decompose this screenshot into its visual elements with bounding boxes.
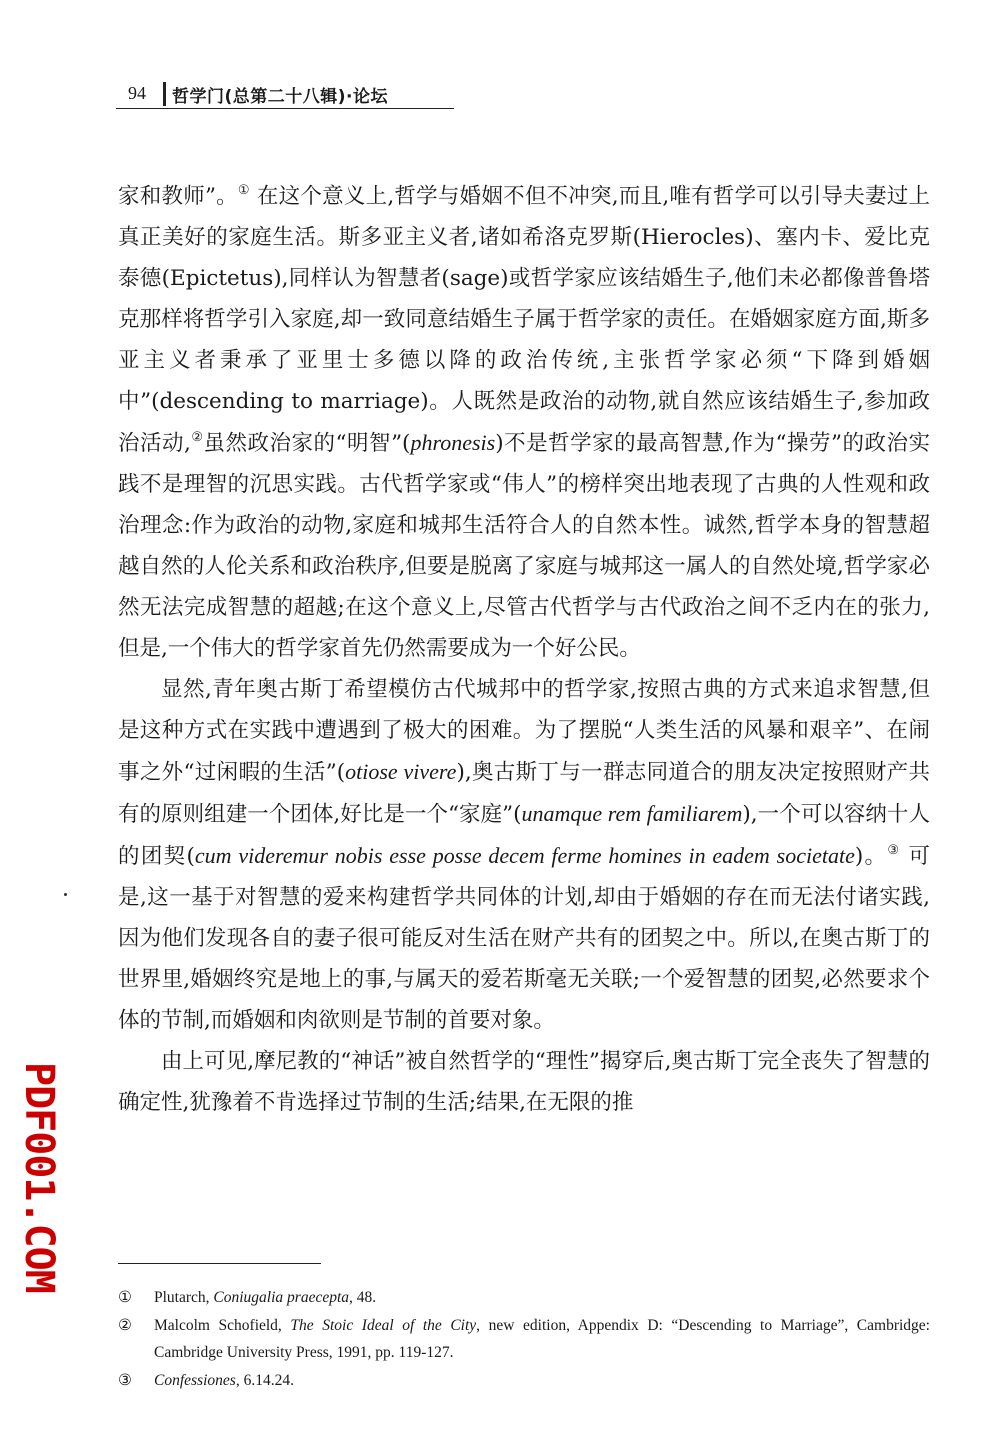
italic-term: unamque rem familiarem: [521, 801, 743, 826]
main-text: [118, 176, 930, 1123]
text-run: ),奥古斯丁与一群志同道合的朋友决定按照财产共有的原则组建一个团体,好比是一个“家庭”(: [118, 760, 931, 827]
footnote-text: Malcolm Schofield,: [154, 1316, 291, 1334]
footnote-ref-1[interactable]: ①: [237, 183, 250, 198]
italic-term: phronesis: [410, 430, 496, 455]
header-separator: [163, 82, 166, 106]
footnote-mark: ③: [118, 1371, 132, 1389]
scan-speck: [64, 893, 67, 896]
watermark-text: PDF001.COM: [16, 1062, 62, 1293]
paragraph-2: [118, 669, 930, 1041]
text-run: 在这个意义上,哲学与婚姻不但不冲突,而且,唯有哲学可以引导夫妻过上真正美好的家庭生活。斯多亚主义者,诸如希洛克罗斯(Hierocles)、塞内卡、爱比克泰德(Epictetus),同样认为智慧者(sage)或哲学家应该结婚生子,他们未必都像普鲁塔克那样将哲学引入家庭,却一致同意结婚生子属于哲学家的责任。在婚姻家庭方面,斯多亚主义者秉承了亚里士多德以降的政治传统,主张哲学家必须“下降到婚姻中”(descending to marriage)。人既然是政治的动物,就自然应该结婚生子,参加政治活动,: [118, 184, 931, 456]
footnote-text: , 48.: [349, 1289, 377, 1306]
text-run: 家和教师”。: [118, 184, 238, 209]
text-run: 虽然政治家的“明智”(: [203, 431, 411, 456]
footnote-2: [118, 1312, 930, 1367]
paragraph-1: [118, 176, 930, 669]
footnote-divider: [118, 1263, 321, 1264]
running-title: 哲学门(总第二十八辑)·论坛: [172, 87, 388, 107]
footnote-title: Confessiones: [154, 1371, 236, 1389]
running-header: [116, 80, 454, 109]
text-run: 由上可见,摩尼教的“神话”被自然哲学的“理性”揭穿后,奥古斯丁完全丧失了智慧的确定性,犹豫着不肯选择过节制的生活;结果,在无限的推: [118, 1049, 930, 1115]
footnote-text: Plutarch,: [154, 1289, 214, 1306]
footnotes: [118, 1284, 930, 1394]
footnote-ref-3[interactable]: ③: [887, 843, 901, 858]
footnote-title: The Stoic Ideal of the City: [290, 1316, 477, 1334]
text-run: )。: [854, 844, 888, 869]
footnote-3: [118, 1367, 930, 1395]
text-run: 可是,这一基于对智慧的爱来构建哲学共同体的计划,却由于婚姻的存在而无法付诸实践,因为他们发现各自的妻子很可能反对生活在财产共有的团契之中。所以,在奥古斯丁的世界里,婚姻终究是地上的事,与属天的爱若斯毫无关联;一个爱智慧的团契,必然要求个体的节制,而婚姻和肉欲则是节制的首要对象。: [118, 844, 931, 1033]
footnote-mark: ②: [118, 1316, 132, 1334]
text-run: ),一个可以容纳十人的团契(: [118, 802, 930, 869]
footnote-text: , 6.14.24.: [235, 1371, 294, 1389]
footnote-ref-2[interactable]: ②: [190, 430, 204, 445]
footnote-1: [118, 1284, 930, 1312]
text-run: 显然,青年奥古斯丁希望模仿古代城邦中的哲学家,按照古典的方式来追求智慧,但是这种方式在实践中遭遇到了极大的困难。为了摆脱“人类生活的风暴和艰辛”、在闹事之外“过闲暇的生活”(: [118, 677, 930, 785]
text-run: )不是哲学家的最高智慧,作为“操劳”的政治实践不是理智的沉思实践。古代哲学家或“伟人”的榜样突出地表现了古典的人性观和政治理念:作为政治的动物,家庭和城邦生活符合人的自然本性。诚然,哲学本身的智慧超越自然的人伦关系和政治秩序,但要是脱离了家庭与城邦这一属人的自然处境,哲学家必然无法完成智慧的超越;在这个意义上,尽管古代哲学与古代政治之间不乏内在的张力,但是,一个伟大的哲学家首先仍然需要成为一个好公民。: [118, 431, 931, 661]
paragraph-3: [118, 1041, 930, 1123]
watermark: [9, 1062, 65, 1302]
italic-term: otiose vivere: [345, 759, 457, 784]
footnote-text: , new edition, Appendix D: “Descending to Marriage”, Cambridge: Cambridge University Press, 1991, pp. 119-127.: [154, 1316, 930, 1361]
italic-term: cum videremur nobis esse posse decem ferme homines in eadem societate: [194, 843, 855, 868]
page-number: 94: [128, 83, 146, 103]
footnote-title: Coniugalia praecepta: [213, 1289, 350, 1306]
footnote-mark: ①: [118, 1289, 132, 1306]
